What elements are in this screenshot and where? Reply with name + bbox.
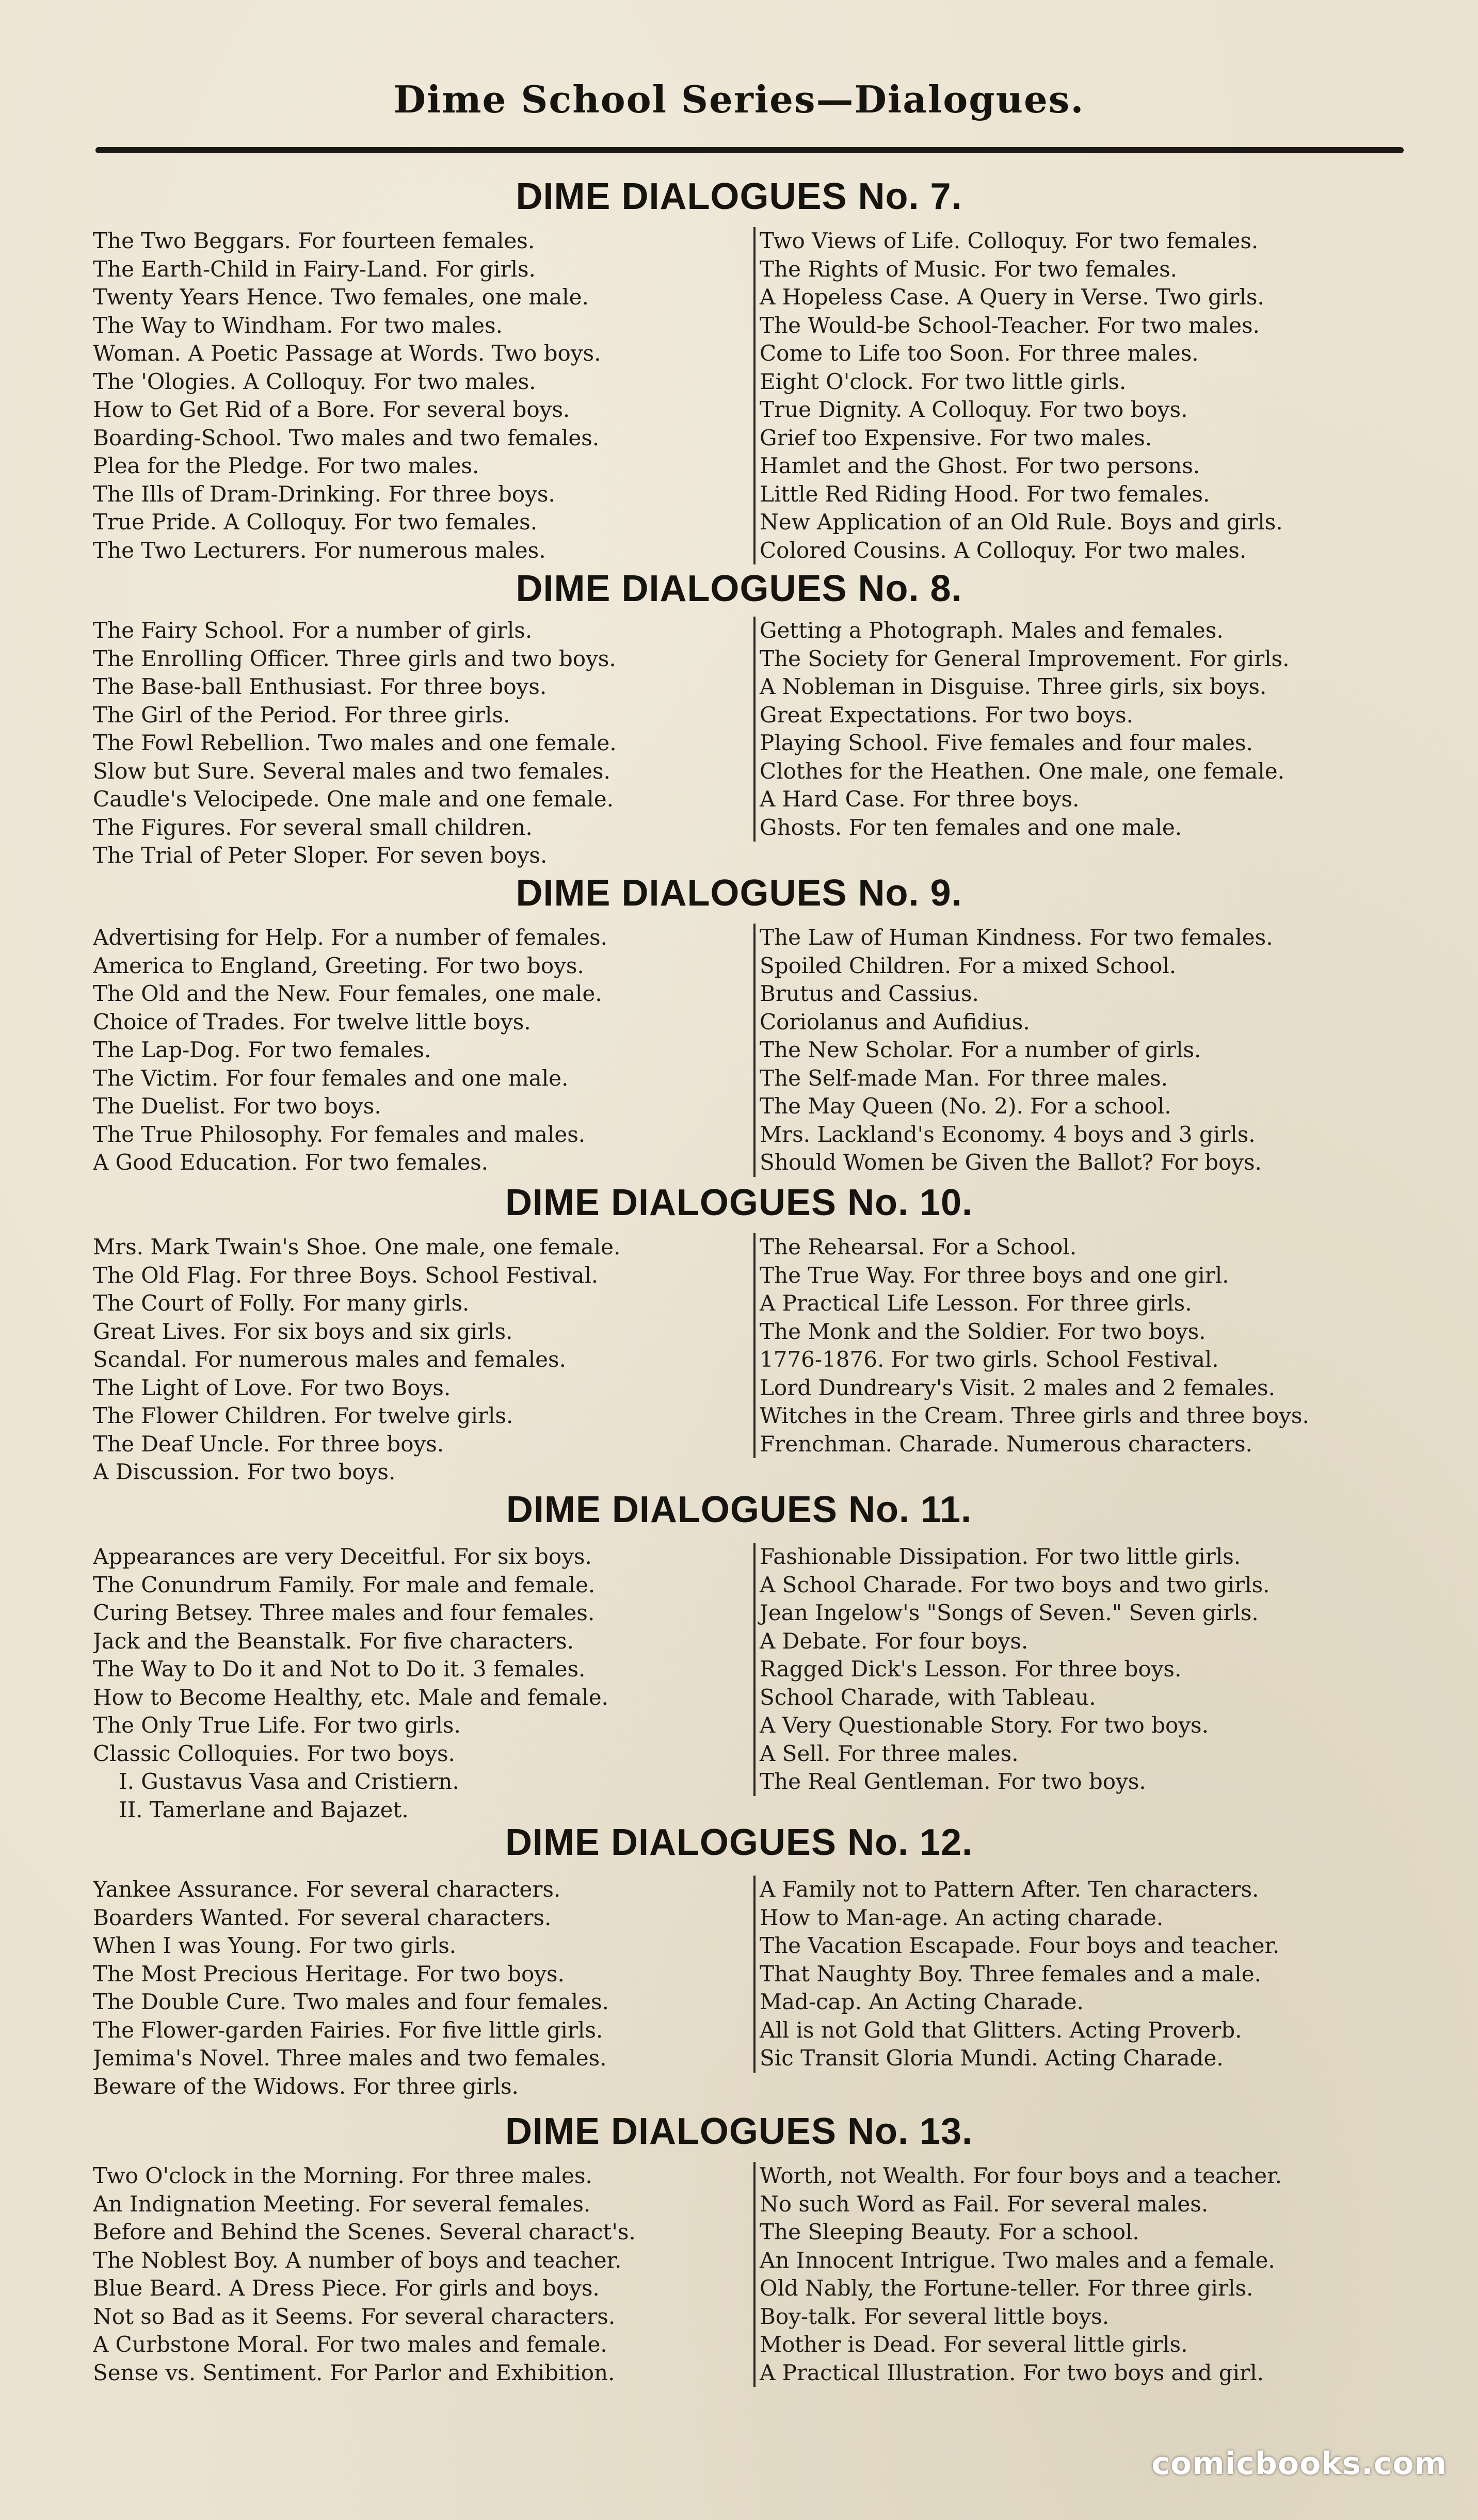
- dialogue-entry: A School Charade. For two boys and two girls.: [760, 1572, 1270, 1597]
- dialogue-entry: The May Queen (No. 2). For a school.: [760, 1093, 1171, 1119]
- dialogue-entry: The Conundrum Family. For male and female.: [93, 1572, 596, 1597]
- dialogue-entry: All is not Gold that Glitters. Acting Proverb.: [760, 2017, 1242, 2043]
- dialogue-entry: Spoiled Children. For a mixed School.: [760, 952, 1177, 978]
- dialogue-entry: An Indignation Meeting. For several females.: [93, 2191, 591, 2217]
- dialogue-entry: Advertising for Help. For a number of females.: [93, 925, 607, 950]
- section-12-left-list: [93, 1876, 746, 2101]
- dialogue-entry: Blue Beard. A Dress Piece. For girls and boys.: [93, 2275, 600, 2301]
- dialogue-entry: New Application of an Old Rule. Boys and girls.: [760, 509, 1283, 535]
- section-title-no-7: DIME DIALOGUES No. 7.: [516, 176, 962, 217]
- dialogue-entry: The Figures. For several small children.: [93, 814, 533, 840]
- section-7-right-list: [753, 227, 1392, 564]
- dialogue-entry: Old Nably, the Fortune-teller. For three girls.: [760, 2275, 1254, 2301]
- dialogue-entry: Grief too Expensive. For two males.: [760, 425, 1152, 450]
- dialogue-entry: Brutus and Cassius.: [760, 981, 979, 1006]
- dialogue-entry: The Sleeping Beauty. For a school.: [760, 2219, 1139, 2244]
- section-9-right-list: [753, 924, 1392, 1177]
- site-watermark: comicbooks.com: [1151, 2446, 1447, 2482]
- dialogue-entry: The True Way. For three boys and one girl.: [760, 1262, 1229, 1288]
- section-13-right-list: [753, 2162, 1392, 2387]
- dialogue-entry: The Noblest Boy. A number of boys and teacher.: [93, 2247, 622, 2273]
- dialogue-entry: A Practical Illustration. For two boys and girl.: [760, 2360, 1264, 2385]
- dialogue-entry: Jean Ingelow's "Songs of Seven." Seven girls.: [760, 1600, 1259, 1625]
- section-title-no-11: DIME DIALOGUES No. 11.: [506, 1489, 972, 1530]
- dialogue-entry: True Pride. A Colloquy. For two females.: [93, 509, 538, 535]
- dialogue-entry: Mrs. Mark Twain's Shoe. One male, one female.: [93, 1234, 621, 1259]
- dialogue-entry: The Two Beggars. For fourteen females.: [93, 228, 535, 253]
- dialogue-entry: Slow but Sure. Several males and two females.: [93, 758, 611, 784]
- dialogue-entry: Hamlet and the Ghost. For two persons.: [760, 453, 1200, 478]
- dialogue-entry: Coriolanus and Aufidius.: [760, 1009, 1030, 1035]
- dialogue-entry: A Curbstone Moral. For two males and female.: [93, 2332, 607, 2357]
- dialogue-entry: The Duelist. For two boys.: [93, 1093, 381, 1119]
- dialogue-entry: The 'Ologies. A Colloquy. For two males.: [93, 368, 536, 394]
- dialogue-entry: Great Lives. For six boys and six girls.: [93, 1318, 513, 1344]
- dialogue-entry: Classic Colloquies. For two boys.: [93, 1740, 455, 1766]
- dialogue-entry: The Only True Life. For two girls.: [93, 1713, 461, 1738]
- dialogue-entry: Mad-cap. An Acting Charade.: [760, 1989, 1084, 2014]
- section-13-left-list: [93, 2162, 746, 2387]
- header-rule: [95, 147, 1404, 153]
- section-title-no-9: DIME DIALOGUES No. 9.: [516, 873, 962, 914]
- dialogue-entry: Colored Cousins. A Colloquy. For two males.: [760, 537, 1247, 563]
- dialogue-entry: Great Expectations. For two boys.: [760, 702, 1134, 728]
- section-11-left-list: [93, 1543, 746, 1824]
- dialogue-entry: The Victim. For four females and one male.: [93, 1065, 569, 1091]
- dialogue-entry: The True Philosophy. For females and males.: [93, 1121, 586, 1147]
- section-10-right-list: [753, 1233, 1392, 1458]
- dialogue-entry: Eight O'clock. For two little girls.: [760, 368, 1127, 394]
- dialogue-entry: Fashionable Dissipation. For two little girls.: [760, 1544, 1241, 1569]
- dialogue-entry: The Double Cure. Two males and four females.: [93, 1989, 609, 2014]
- dialogue-entry: The Way to Windham. For two males.: [93, 312, 503, 338]
- dialogue-entry: The Base-ball Enthusiast. For three boys.: [93, 674, 547, 699]
- dialogue-entry: How to Become Healthy, etc. Male and female.: [93, 1684, 608, 1710]
- dialogue-entry: 1776-1876. For two girls. School Festival.: [760, 1347, 1219, 1372]
- dialogue-entry: The Would-be School-Teacher. For two males.: [760, 312, 1260, 338]
- dialogue-entry: Twenty Years Hence. Two females, one male.: [93, 284, 589, 310]
- dialogue-entry: Frenchman. Charade. Numerous characters.: [760, 1431, 1252, 1457]
- dialogue-entry: A Hard Case. For three boys.: [760, 786, 1080, 812]
- section-7-left-list: [93, 227, 746, 564]
- dialogue-entry: Little Red Riding Hood. For two females.: [760, 481, 1210, 507]
- dialogue-entry: The Old and the New. Four females, one male.: [93, 981, 602, 1006]
- section-title-no-10: DIME DIALOGUES No. 10.: [505, 1182, 973, 1223]
- dialogue-entry: The Way to Do it and Not to Do it. 3 females.: [93, 1656, 586, 1682]
- dialogue-entry: Mother is Dead. For several little girls.: [760, 2332, 1188, 2357]
- dialogue-entry: Appearances are very Deceitful. For six boys.: [93, 1544, 592, 1569]
- dialogue-entry: How to Get Rid of a Bore. For several boys.: [93, 397, 570, 422]
- dialogue-entry: Worth, not Wealth. For four boys and a teacher.: [760, 2163, 1282, 2188]
- dialogue-entry: Caudle's Velocipede. One male and one female.: [93, 786, 614, 812]
- dialogue-entry: The Old Flag. For three Boys. School Festival.: [93, 1262, 599, 1288]
- dialogue-entry: Boy-talk. For several little boys.: [760, 2303, 1110, 2329]
- dialogue-entry: A Practical Life Lesson. For three girls.: [760, 1290, 1192, 1316]
- dialogue-entry: The Most Precious Heritage. For two boys.: [93, 1961, 565, 1986]
- dialogue-entry: The New Scholar. For a number of girls.: [760, 1037, 1201, 1062]
- dialogue-entry: Not so Bad as it Seems. For several characters.: [93, 2303, 616, 2329]
- dialogue-entry: A Nobleman in Disguise. Three girls, six boys.: [760, 674, 1267, 699]
- dialogue-entry: A Discussion. For two boys.: [93, 1459, 396, 1484]
- dialogue-entry: The Court of Folly. For many girls.: [93, 1290, 470, 1316]
- dialogue-entry: The Lap-Dog. For two females.: [93, 1037, 431, 1062]
- dialogue-entry: The Rights of Music. For two females.: [760, 256, 1177, 282]
- dialogue-entry: An Innocent Intrigue. Two males and a female.: [760, 2247, 1275, 2273]
- dialogue-entry: The Real Gentleman. For two boys.: [760, 1769, 1146, 1794]
- dialogue-entry: The Two Lecturers. For numerous males.: [93, 537, 546, 563]
- dialogue-entry: The Vacation Escapade. Four boys and teacher.: [760, 1933, 1280, 1958]
- dialogue-entry: Witches in the Cream. Three girls and three boys.: [760, 1403, 1309, 1428]
- dialogue-entry: Sense vs. Sentiment. For Parlor and Exhibition.: [93, 2360, 615, 2385]
- dialogue-entry: Curing Betsey. Three males and four females.: [93, 1600, 595, 1625]
- dialogue-entry: Woman. A Poetic Passage at Words. Two boys.: [93, 341, 601, 366]
- dialogue-entry: Boarders Wanted. For several characters.: [93, 1904, 552, 1930]
- dialogue-entry: Beware of the Widows. For three girls.: [93, 2073, 519, 2099]
- dialogue-entry: The Flower-garden Fairies. For five little girls.: [93, 2017, 603, 2043]
- page-header: Dime School Series—Dialogues.: [393, 77, 1085, 121]
- dialogue-entry: The Law of Human Kindness. For two females.: [760, 925, 1273, 950]
- section-11-right-list: [753, 1543, 1392, 1796]
- dialogue-entry: Sic Transit Gloria Mundi. Acting Charade.: [760, 2045, 1224, 2071]
- dialogue-entry: A Family not to Pattern After. Ten characters.: [760, 1877, 1259, 1902]
- section-8-right-list: [753, 617, 1392, 842]
- dialogue-entry: Plea for the Pledge. For two males.: [93, 453, 479, 478]
- dialogue-entry: Two Views of Life. Colloquy. For two females.: [760, 228, 1259, 253]
- dialogue-entry: Ragged Dick's Lesson. For three boys.: [760, 1656, 1182, 1682]
- section-title-no-13: DIME DIALOGUES No. 13.: [505, 2111, 973, 2152]
- dialogue-entry: The Light of Love. For two Boys.: [93, 1375, 451, 1400]
- dialogue-entry: The Fairy School. For a number of girls.: [93, 618, 533, 643]
- section-title-no-12: DIME DIALOGUES No. 12.: [505, 1822, 973, 1863]
- dialogue-entry: The Deaf Uncle. For three boys.: [93, 1431, 444, 1457]
- dialogue-entry: The Enrolling Officer. Three girls and two boys.: [93, 645, 616, 671]
- dialogue-entry: Should Women be Given the Ballot? For boys.: [760, 1150, 1262, 1175]
- dialogue-entry: No such Word as Fail. For several males.: [760, 2191, 1209, 2217]
- dialogue-entry: Choice of Trades. For twelve little boys.: [93, 1009, 531, 1035]
- dialogue-entry: Clothes for the Heathen. One male, one female.: [760, 758, 1284, 784]
- dialogue-entry: Before and Behind the Scenes. Several charact's.: [93, 2219, 636, 2244]
- dialogue-entry: Two O'clock in the Morning. For three males.: [93, 2163, 592, 2188]
- dialogue-entry: Getting a Photograph. Males and females.: [760, 618, 1224, 643]
- dialogue-entry: Playing School. Five females and four males.: [760, 730, 1253, 755]
- dialogue-entry: School Charade, with Tableau.: [760, 1684, 1096, 1710]
- dialogue-entry: Lord Dundreary's Visit. 2 males and 2 females.: [760, 1375, 1275, 1400]
- dialogue-entry: Scandal. For numerous males and females.: [93, 1347, 566, 1372]
- dialogue-entry: Come to Life too Soon. For three males.: [760, 341, 1199, 366]
- dialogue-entry: A Hopeless Case. A Query in Verse. Two girls.: [760, 284, 1264, 310]
- dialogue-entry: The Rehearsal. For a School.: [760, 1234, 1077, 1259]
- dialogue-entry: A Very Questionable Story. For two boys.: [760, 1713, 1209, 1738]
- section-9-left-list: [93, 924, 746, 1177]
- dialogue-entry: The Flower Children. For twelve girls.: [93, 1403, 513, 1428]
- dialogue-entry: Boarding-School. Two males and two females.: [93, 425, 600, 450]
- dialogue-entry: The Society for General Improvement. For girls.: [760, 645, 1290, 671]
- section-12-right-list: [753, 1876, 1392, 2073]
- dialogue-entry: The Earth-Child in Fairy-Land. For girls.: [93, 256, 536, 282]
- dialogue-entry: Yankee Assurance. For several characters.: [93, 1877, 561, 1902]
- dialogue-subentry: I. Gustavus Vasa and Cristiern.: [119, 1769, 459, 1794]
- dialogue-entry: America to England, Greeting. For two boys.: [93, 952, 584, 978]
- dialogue-entry: A Debate. For four boys.: [760, 1628, 1029, 1654]
- section-title-no-8: DIME DIALOGUES No. 8.: [516, 568, 962, 609]
- dialogue-entry: True Dignity. A Colloquy. For two boys.: [760, 397, 1188, 422]
- dialogue-entry: When I was Young. For two girls.: [93, 1933, 457, 1958]
- dialogue-entry: The Trial of Peter Sloper. For seven boys.: [93, 843, 548, 868]
- dialogue-entry: Ghosts. For ten females and one male.: [760, 814, 1182, 840]
- dialogue-entry: That Naughty Boy. Three females and a male.: [760, 1961, 1261, 1986]
- section-10-left-list: [93, 1233, 746, 1487]
- dialogue-entry: Jemima's Novel. Three males and two females.: [93, 2045, 607, 2071]
- dialogue-entry: Jack and the Beanstalk. For five characters.: [93, 1628, 574, 1654]
- dialogue-entry: A Sell. For three males.: [760, 1740, 1019, 1766]
- dialogue-entry: How to Man-age. An acting charade.: [760, 1904, 1164, 1930]
- dialogue-entry: The Fowl Rebellion. Two males and one female.: [93, 730, 617, 755]
- dialogue-entry: A Good Education. For two females.: [93, 1150, 489, 1175]
- dialogue-entry: The Ills of Dram-Drinking. For three boys.: [93, 481, 555, 507]
- dialogue-subentry: II. Tamerlane and Bajazet.: [119, 1797, 409, 1822]
- dialogue-entry: The Girl of the Period. For three girls.: [93, 702, 510, 728]
- section-8-left-list: [93, 617, 746, 870]
- dialogue-entry: The Self-made Man. For three males.: [760, 1065, 1168, 1091]
- dialogue-entry: The Monk and the Soldier. For two boys.: [760, 1318, 1206, 1344]
- dialogue-entry: Mrs. Lackland's Economy. 4 boys and 3 girls.: [760, 1121, 1256, 1147]
